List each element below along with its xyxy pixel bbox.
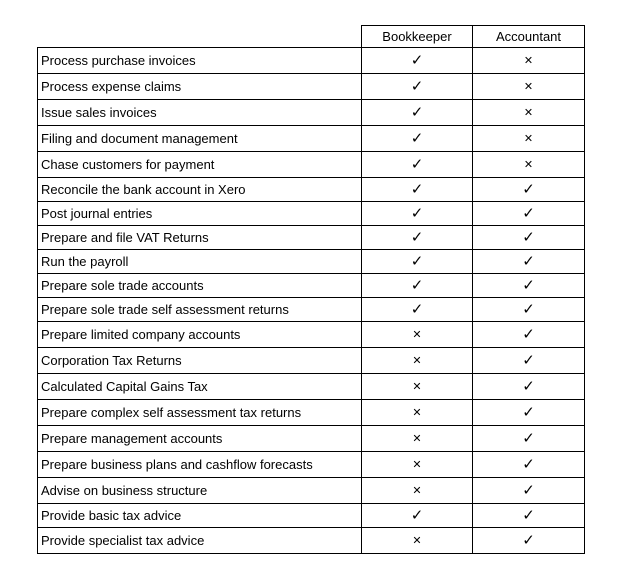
- accountant-cell: [473, 100, 585, 126]
- table-row: [38, 452, 585, 478]
- accountant-cell: [473, 348, 585, 374]
- header-row: [38, 26, 585, 48]
- accountant-cell: [473, 74, 585, 100]
- check-icon: ✓: [522, 253, 535, 270]
- header-bookkeeper: Bookkeeper: [362, 26, 473, 48]
- bookkeeper-cell: [362, 274, 473, 298]
- bookkeeper-cell: [362, 426, 473, 452]
- bookkeeper-cell: [362, 178, 473, 202]
- check-icon: ✓: [410, 253, 424, 270]
- bookkeeper-cell: [362, 374, 473, 400]
- accountant-cell: [473, 226, 585, 250]
- bookkeeper-cell: [362, 74, 473, 100]
- accountant-cell: [473, 48, 585, 74]
- cross-icon: ✕: [412, 485, 422, 497]
- bookkeeper-cell: [362, 348, 473, 374]
- check-icon: ✓: [522, 352, 535, 369]
- table-header: [38, 26, 585, 48]
- accountant-cell: [473, 298, 585, 322]
- bookkeeper-cell: [362, 528, 473, 554]
- accountant-cell: [473, 178, 585, 202]
- bookkeeper-cell: [362, 400, 473, 426]
- task-cell: Post journal entries: [38, 202, 362, 226]
- cross-icon: ✕: [523, 133, 534, 145]
- check-icon: ✓: [522, 326, 535, 343]
- table-row: [38, 100, 585, 126]
- cross-icon: ✕: [412, 535, 422, 547]
- check-icon: ✓: [522, 378, 535, 395]
- check-icon: ✓: [522, 532, 535, 549]
- bookkeeper-cell: [362, 298, 473, 322]
- cross-icon: ✕: [412, 381, 422, 393]
- task-cell: Process expense claims: [38, 74, 362, 100]
- table-row: [38, 152, 585, 178]
- check-icon: ✓: [522, 205, 535, 222]
- bookkeeper-cell: [362, 504, 473, 528]
- table-row: [38, 528, 585, 554]
- task-cell: Reconcile the bank account in Xero: [38, 178, 362, 202]
- cross-icon: ✕: [412, 459, 422, 471]
- accountant-cell: [473, 322, 585, 348]
- check-icon: ✓: [410, 301, 424, 318]
- accountant-cell: [473, 452, 585, 478]
- accountant-cell: [473, 202, 585, 226]
- task-cell: Prepare management accounts: [38, 426, 362, 452]
- task-cell: Issue sales invoices: [38, 100, 362, 126]
- check-icon: ✓: [410, 507, 424, 524]
- table-row: [38, 226, 585, 250]
- check-icon: ✓: [522, 277, 535, 294]
- task-cell: Provide specialist tax advice: [38, 528, 362, 554]
- table-row: [38, 322, 585, 348]
- task-cell: Prepare sole trade accounts: [38, 274, 362, 298]
- task-cell: Prepare limited company accounts: [38, 322, 362, 348]
- accountant-cell: [473, 400, 585, 426]
- check-icon: ✓: [522, 482, 535, 499]
- check-icon: ✓: [410, 229, 424, 246]
- task-cell: Provide basic tax advice: [38, 504, 362, 528]
- bookkeeper-cell: [362, 478, 473, 504]
- table-body: [38, 48, 585, 554]
- header-accountant: Accountant: [473, 26, 585, 48]
- task-cell: Filing and document management: [38, 126, 362, 152]
- accountant-cell: [473, 504, 585, 528]
- cross-icon: ✕: [412, 407, 422, 419]
- check-icon: ✓: [410, 52, 424, 69]
- table-row: [38, 126, 585, 152]
- check-icon: ✓: [410, 78, 424, 95]
- accountant-cell: [473, 374, 585, 400]
- accountant-cell: [473, 528, 585, 554]
- task-cell: Prepare and file VAT Returns: [38, 226, 362, 250]
- task-cell: Process purchase invoices: [38, 48, 362, 74]
- task-cell: Advise on business structure: [38, 478, 362, 504]
- table-row: [38, 400, 585, 426]
- table-row: [38, 274, 585, 298]
- check-icon: ✓: [522, 507, 535, 524]
- bookkeeper-cell: [362, 126, 473, 152]
- cross-icon: ✕: [523, 55, 534, 67]
- check-icon: ✓: [522, 229, 535, 246]
- check-icon: ✓: [522, 181, 535, 198]
- table-row: [38, 426, 585, 452]
- cross-icon: ✕: [412, 355, 422, 367]
- table-row: [38, 202, 585, 226]
- accountant-cell: [473, 152, 585, 178]
- check-icon: ✓: [522, 301, 535, 318]
- bookkeeper-cell: [362, 100, 473, 126]
- table-row: [38, 374, 585, 400]
- check-icon: ✓: [410, 156, 424, 173]
- accountant-cell: [473, 426, 585, 452]
- task-cell: Chase customers for payment: [38, 152, 362, 178]
- bookkeeper-cell: [362, 452, 473, 478]
- table-row: [38, 74, 585, 100]
- cross-icon: ✕: [412, 329, 422, 341]
- accountant-cell: [473, 126, 585, 152]
- table-row: [38, 504, 585, 528]
- task-cell: Prepare sole trade self assessment returns: [38, 298, 362, 322]
- bookkeeper-cell: [362, 226, 473, 250]
- bookkeeper-cell: [362, 202, 473, 226]
- table-row: [38, 178, 585, 202]
- bookkeeper-cell: [362, 48, 473, 74]
- table-row: [38, 348, 585, 374]
- check-icon: ✓: [410, 181, 424, 198]
- task-cell: Run the payroll: [38, 250, 362, 274]
- task-cell: Calculated Capital Gains Tax: [38, 374, 362, 400]
- table-row: [38, 48, 585, 74]
- cross-icon: ✕: [523, 159, 534, 171]
- check-icon: ✓: [522, 430, 535, 447]
- check-icon: ✓: [410, 277, 424, 294]
- bookkeeper-cell: [362, 152, 473, 178]
- check-icon: ✓: [410, 130, 424, 147]
- accountant-cell: [473, 274, 585, 298]
- cross-icon: ✕: [412, 433, 422, 445]
- check-icon: ✓: [410, 104, 424, 121]
- cross-icon: ✕: [523, 107, 534, 119]
- task-cell: Prepare business plans and cashflow forecasts: [38, 452, 362, 478]
- header-task-blank: [38, 26, 362, 48]
- task-cell: Corporation Tax Returns: [38, 348, 362, 374]
- comparison-table: [37, 25, 585, 554]
- check-icon: ✓: [522, 404, 535, 421]
- cross-icon: ✕: [523, 81, 534, 93]
- table-row: [38, 478, 585, 504]
- accountant-cell: [473, 478, 585, 504]
- accountant-cell: [473, 250, 585, 274]
- table-row: [38, 250, 585, 274]
- task-cell: Prepare complex self assessment tax returns: [38, 400, 362, 426]
- bookkeeper-cell: [362, 322, 473, 348]
- bookkeeper-cell: [362, 250, 473, 274]
- table-row: [38, 298, 585, 322]
- check-icon: ✓: [410, 205, 424, 222]
- check-icon: ✓: [522, 456, 535, 473]
